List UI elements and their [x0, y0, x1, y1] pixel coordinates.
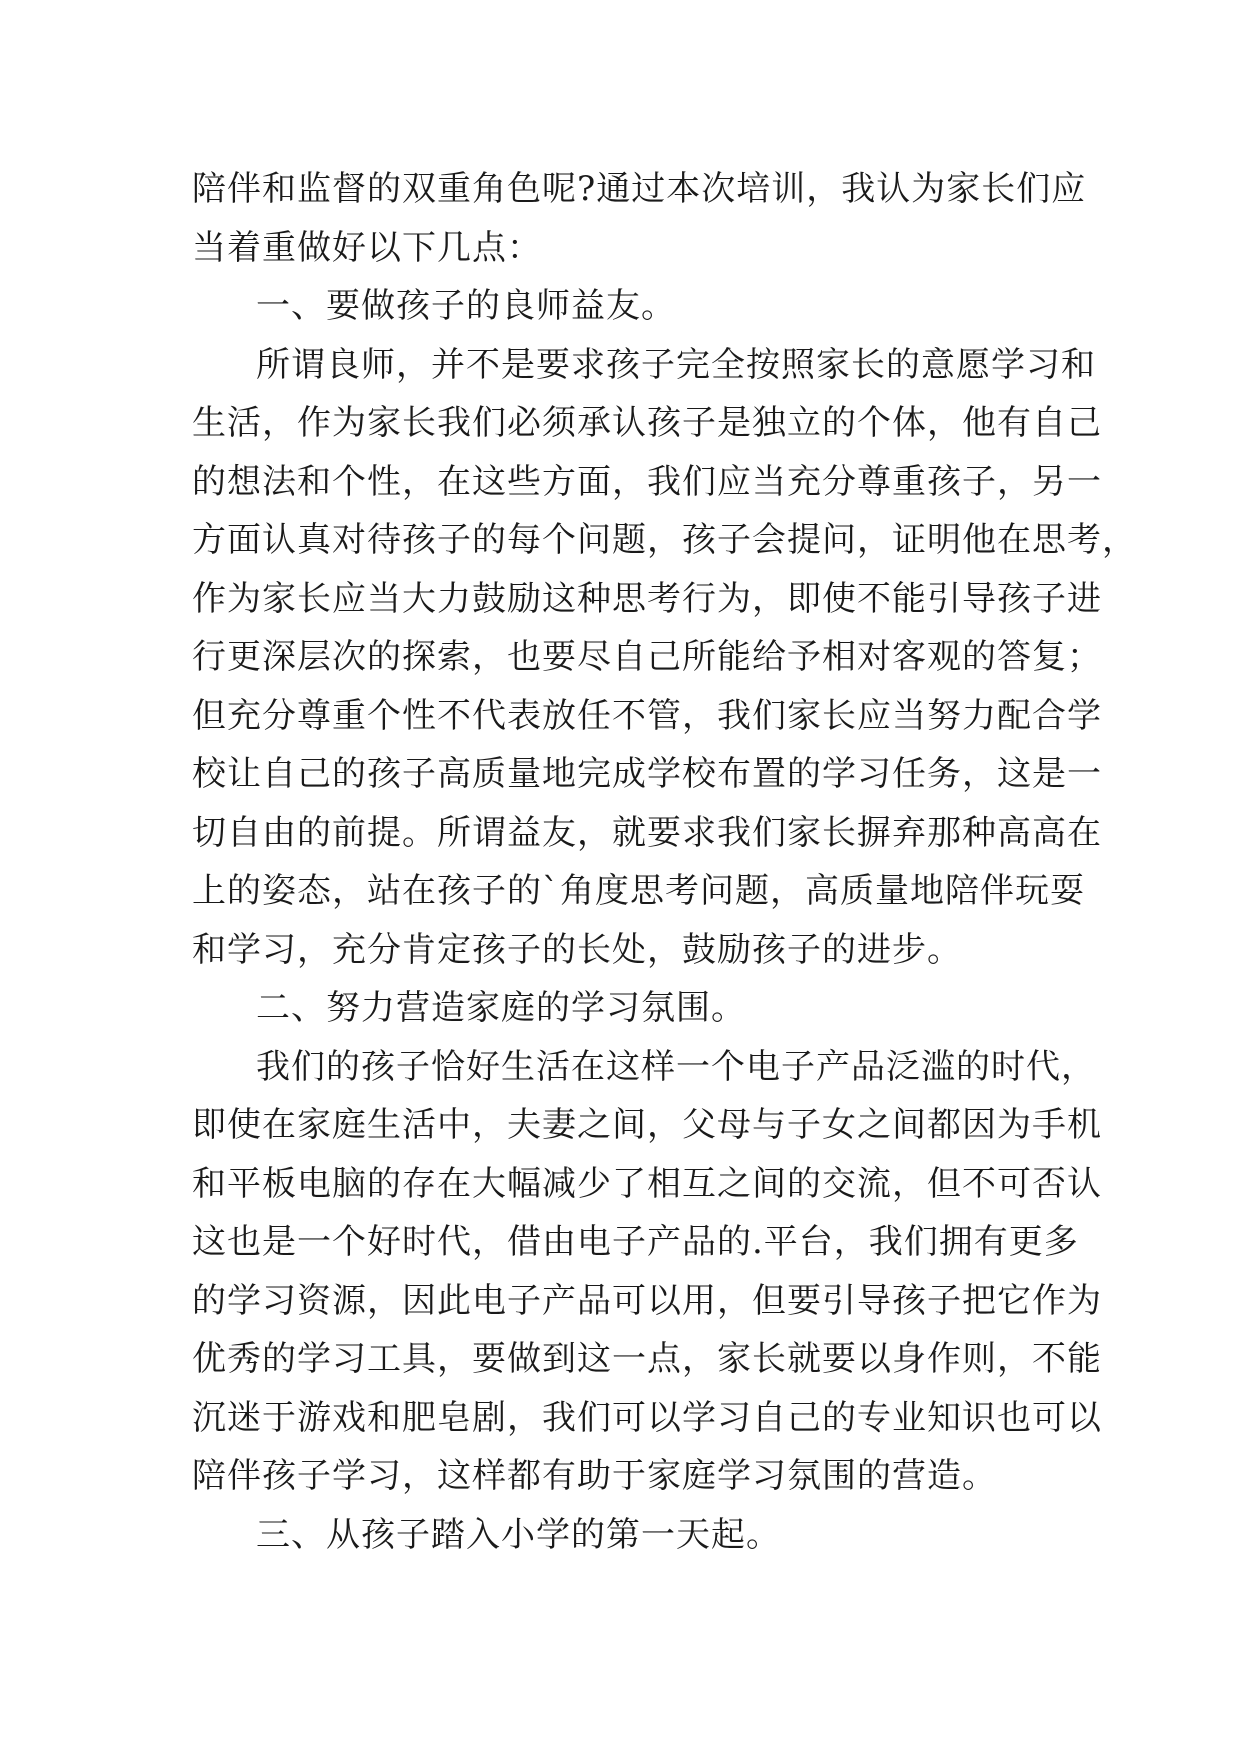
paragraph-first-line: 所谓良师，并不是要求孩子完全按照家长的意愿学习和 [256, 344, 1096, 385]
text-line: 作为家长应当大力鼓励这种思考行为，即使不能引导孩子进 [192, 578, 1102, 619]
text-line: 但充分尊重个性不代表放任不管，我们家长应当努力配合学 [192, 695, 1102, 736]
paragraph-first-line: 一、要做孩子的良师益友。 [256, 286, 676, 326]
text-line: 陪伴和监督的双重角色呢?通过本次培训，我认为家长们应 [192, 169, 1087, 209]
text-line: 校让自己的孩子高质量地完成学校布置的学习任务，这是一 [192, 754, 1102, 794]
text-line: 这也是一个好时代，借由电子产品的.平台，我们拥有更多 [192, 1222, 1079, 1262]
text-line: 和平板电脑的存在大幅减少了相互之间的交流，但不可否认 [192, 1163, 1102, 1204]
text-line: 上的姿态，站在孩子的`角度思考问题，高质量地陪伴玩耍 [192, 871, 1085, 911]
text-line: 当着重做好以下几点： [192, 227, 542, 268]
text-line: 生活，作为家长我们必须承认孩子是独立的个体，他有自己 [192, 403, 1102, 443]
text-line: 和学习，充分肯定孩子的长处，鼓励孩子的进步。 [192, 929, 962, 970]
paragraph-first-line: 三、从孩子踏入小学的第一天起。 [256, 1514, 781, 1555]
document-body [192, 160, 1137, 1564]
text-line: 的想法和个性，在这些方面，我们应当充分尊重孩子，另一 [192, 461, 1102, 502]
text-line: 的学习资源，因此电子产品可以用，但要引导孩子把它作为 [192, 1280, 1102, 1321]
paragraph-first-line: 我们的孩子恰好生活在这样一个电子产品泛滥的时代， [256, 1046, 1096, 1087]
text-line: 行更深层次的探索，也要尽自己所能给予相对客观的答复； [192, 637, 1102, 677]
text-line: 优秀的学习工具，要做到这一点，家长就要以身作则，不能 [192, 1339, 1102, 1379]
text-line: 切自由的前提。所谓益友，就要求我们家长摒弃那种高高在 [192, 812, 1102, 853]
text-line: 即使在家庭生活中，夫妻之间，父母与子女之间都因为手机 [192, 1105, 1102, 1145]
text-line: 陪伴孩子学习，这样都有助于家庭学习氛围的营造。 [192, 1456, 997, 1496]
paragraph-first-line: 二、努力营造家庭的学习氛围。 [256, 988, 746, 1028]
text-line: 方面认真对待孩子的每个问题，孩子会提问，证明他在思考， [192, 520, 1137, 560]
text-line: 沉迷于游戏和肥皂剧，我们可以学习自己的专业知识也可以 [192, 1397, 1102, 1438]
